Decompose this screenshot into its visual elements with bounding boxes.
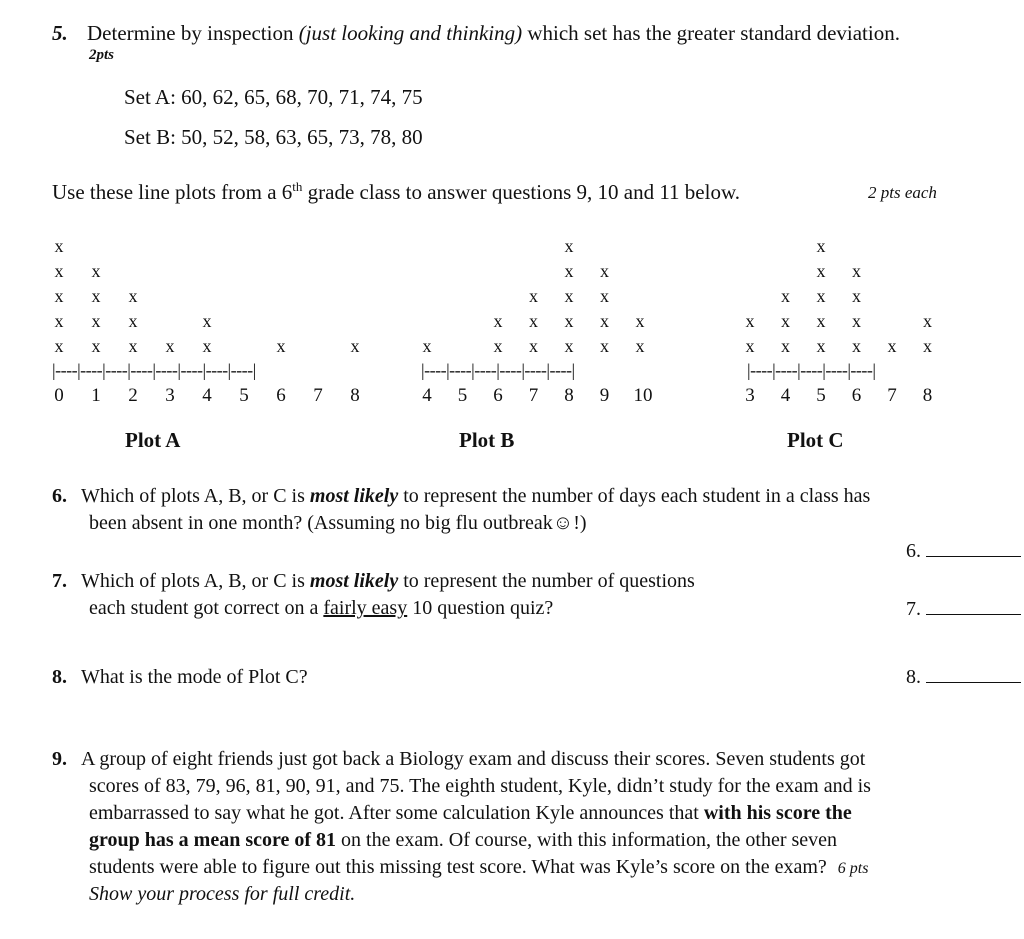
question-bold: with his score the	[703, 802, 852, 824]
question-text: Which of plots A, B, or C is	[81, 570, 310, 592]
plot-b-mark: x	[600, 336, 609, 356]
question-text: What is the mode of Plot C?	[81, 666, 308, 688]
plot-a-mark: x	[128, 311, 138, 331]
question-9-line5	[89, 854, 868, 882]
question-text: which set has the greater standard deviation.	[522, 21, 900, 45]
answer-line-6[interactable]	[906, 538, 1021, 564]
plot-b-mark: x	[493, 336, 503, 356]
plot-a-mark: x	[128, 286, 138, 306]
question-9-line3	[89, 800, 852, 826]
plot-b-tick-label: 7	[528, 385, 539, 406]
plot-c-tick-label: 7	[887, 385, 897, 406]
plot-b-tick-label: 5	[457, 385, 468, 406]
question-9-line4	[89, 827, 837, 853]
question-7-line2	[89, 595, 553, 621]
plot-a-mark: x	[276, 336, 286, 356]
plot-a-tick-label: 4	[202, 385, 212, 406]
plot-a-mark: x	[54, 336, 64, 356]
plot-c-tick-label: 6	[851, 385, 862, 406]
plot-a-tick-label: 5	[239, 385, 249, 406]
plot-c-mark: x	[816, 336, 826, 356]
plot-c-tick-label: 5	[816, 385, 826, 406]
answer-label: 8.	[906, 666, 921, 688]
plot-a-tick-label: 1	[91, 385, 101, 406]
plot-b-mark: x	[635, 336, 645, 356]
plot-c-mark: x	[852, 311, 861, 331]
answer-blank[interactable]	[926, 538, 1021, 557]
intro-superscript: th	[292, 179, 303, 194]
question-6-line2: been absent in one month? (Assuming no big flu outbreak☺!)	[89, 512, 587, 534]
plot-b-mark: x	[529, 336, 538, 356]
plot-b-mark: x	[564, 336, 574, 356]
question-text: A group of eight friends just got back a Biology exam and discuss their scores. Seven students got	[81, 748, 866, 770]
plot-c-mark: x	[816, 236, 826, 256]
answer-blank[interactable]	[926, 596, 1021, 615]
plot-b-mark: x	[529, 286, 538, 306]
plot-c-mark: x	[852, 261, 861, 281]
question-5	[52, 20, 900, 47]
question-text: on the exam. Of course, with this information, the other seven	[336, 829, 838, 851]
plot-a-mark: x	[91, 286, 101, 306]
plot-b-tick-label: 4	[422, 385, 432, 406]
question-7	[52, 568, 695, 594]
plot-a-mark: x	[54, 286, 64, 306]
question-9	[52, 746, 865, 772]
points-label: 6 pts	[837, 860, 869, 877]
plot-b-mark: x	[529, 311, 538, 331]
question-text: to represent the number of questions	[398, 570, 695, 592]
plot-c-mark: x	[852, 286, 861, 306]
plot-c-mark: x	[923, 336, 932, 356]
plot-a-mark: x	[202, 336, 212, 356]
plot-c-label: Plot C	[787, 428, 844, 452]
question-number: 6.	[52, 485, 67, 507]
plot-a-mark: x	[54, 261, 64, 281]
plot-a-mark: x	[350, 336, 360, 356]
answer-line-7[interactable]	[906, 596, 1021, 622]
plot-b-tick-label: 6	[493, 385, 503, 406]
plot-a-tick-label: 0	[54, 385, 64, 406]
intro-text: Use these line plots from a 6	[52, 180, 293, 204]
question-text: embarrassed to say what he got. After some calculation Kyle announces that	[89, 802, 704, 824]
question-text: each student got correct on a	[89, 597, 324, 619]
plot-c-mark: x	[745, 336, 755, 356]
plot-c-axis: |----|----|----|----|----|	[747, 360, 876, 380]
plot-c-tick-label: 8	[922, 385, 933, 406]
plot-a-mark: x	[54, 311, 64, 331]
plot-a-mark: x	[165, 336, 175, 356]
intro-text: grade class to answer questions 9, 10 and 11 below.	[302, 180, 741, 204]
plot-b-mark: x	[564, 236, 574, 256]
plot-c-mark: x	[923, 311, 932, 331]
plot-c-mark: x	[816, 311, 826, 331]
question-number: 5.	[52, 21, 68, 45]
plot-b-label: Plot B	[459, 428, 515, 452]
set-b: Set B: 50, 52, 58, 63, 65, 73, 78, 80	[124, 125, 423, 149]
plot-a-tick-label: 7	[313, 385, 323, 406]
plot-c-mark: x	[887, 336, 897, 356]
question-8	[52, 664, 308, 690]
plot-a-tick-label: 8	[350, 385, 360, 406]
plot-c-mark: x	[781, 311, 790, 331]
plot-a-mark: x	[54, 236, 64, 256]
plot-b-mark: x	[564, 261, 574, 281]
answer-line-8[interactable]	[906, 664, 1021, 690]
question-underlined: fairly easy	[323, 597, 408, 619]
plot-b-mark: x	[493, 311, 503, 331]
plot-c-mark: x	[781, 286, 790, 306]
plot-a-mark: x	[91, 261, 101, 281]
question-6	[52, 483, 870, 509]
question-bold: group has a mean score of 81	[89, 829, 337, 851]
question-text: Determine by inspection	[87, 21, 299, 45]
plot-b-tick-label: 10	[633, 385, 653, 406]
question-emphasis: most likely	[309, 485, 399, 507]
plot-a-mark: x	[202, 311, 212, 331]
plot-c-tick-label: 4	[780, 385, 791, 406]
plot-a-axis: |----|----|----|----|----|----|----|----|	[52, 360, 256, 380]
question-9-line2: scores of 83, 79, 96, 81, 90, 91, and 75. The eighth student, Kyle, didn’t study for the exam and is	[89, 775, 871, 797]
plot-b-mark: x	[564, 286, 574, 306]
plot-c-tick-label: 3	[745, 385, 755, 406]
plot-b-mark: x	[600, 286, 609, 306]
answer-label: 7.	[906, 598, 921, 620]
question-text: to represent the number of days each student in a class has	[398, 485, 871, 507]
plot-b-mark: x	[564, 311, 574, 331]
plot-a-label: Plot A	[125, 428, 181, 452]
plot-c-mark: x	[745, 311, 755, 331]
plot-c-mark: x	[816, 261, 826, 281]
plot-b-axis: |----|----|----|----|----|----|	[421, 360, 575, 380]
plot-b-tick-label: 8	[564, 385, 574, 406]
question-text: Which of plots A, B, or C is	[81, 485, 310, 507]
plot-b-mark: x	[422, 336, 432, 356]
plot-a-mark: x	[91, 336, 101, 356]
plot-c-mark: x	[781, 336, 790, 356]
plot-a-tick-label: 3	[165, 385, 175, 406]
set-a: Set A: 60, 62, 65, 68, 70, 71, 74, 75	[124, 85, 423, 109]
plot-b-tick-label: 9	[599, 385, 610, 406]
plot-b-mark: x	[600, 261, 609, 281]
question-text: students were able to figure out this missing test score. What was Kyle’s score on the exam?	[89, 856, 827, 878]
question-text-italic: (just looking and thinking)	[298, 21, 523, 45]
plot-a-tick-label: 2	[128, 385, 138, 406]
plot-b-mark: x	[635, 311, 645, 331]
plot-a-mark: x	[91, 311, 101, 331]
plot-c-mark: x	[852, 336, 861, 356]
answer-blank[interactable]	[926, 664, 1021, 683]
question-number: 8.	[52, 666, 67, 688]
question-9-line6: Show your process for full credit.	[89, 883, 356, 905]
line-plots-intro	[52, 179, 740, 206]
question-number: 9.	[52, 748, 67, 770]
question-number: 7.	[52, 570, 67, 592]
plot-b-mark: x	[600, 311, 609, 331]
points-label: 2pts	[89, 47, 115, 63]
points-label: 2 pts each	[868, 183, 937, 202]
question-emphasis: most likely	[309, 570, 399, 592]
plot-c-mark: x	[816, 286, 826, 306]
answer-label: 6.	[906, 540, 921, 562]
question-text: 10 question quiz?	[407, 597, 554, 619]
plot-a-mark: x	[128, 336, 138, 356]
plot-a-tick-label: 6	[276, 385, 286, 406]
